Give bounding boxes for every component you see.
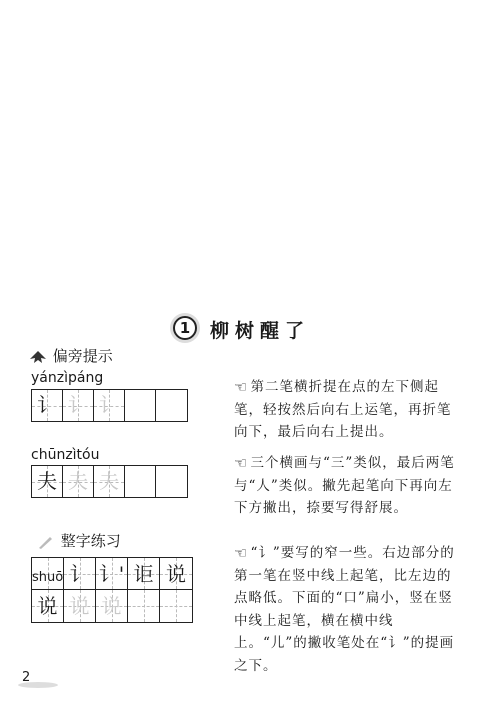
lesson-number-badge: 1 (173, 316, 197, 340)
grid-cell (128, 590, 160, 622)
grid-cell (125, 390, 156, 421)
leaf-icon (28, 349, 48, 365)
grid-cell: 夫 (94, 466, 125, 497)
grid-cell: 说 (32, 590, 64, 622)
pointing-hand-icon: ☜ (234, 454, 249, 472)
grid-cell: 夫 (32, 466, 63, 497)
grid-cell: 讠 (32, 390, 63, 421)
pointing-hand-icon: ☜ (234, 378, 249, 396)
grid-cell: 说 (64, 590, 96, 622)
lesson-title: 柳树醒了 (210, 320, 311, 342)
grid-cell: shuō (32, 558, 64, 590)
writing-grid-practice (31, 557, 193, 623)
grid-cell (125, 466, 156, 497)
grid-cell: 说 (96, 590, 128, 622)
grid-cell: 讵 (128, 558, 160, 590)
section-header-radicals (28, 345, 113, 366)
grid-cell: 讠' (96, 558, 128, 590)
radical-pinyin: chūnzìtóu (31, 447, 100, 463)
page-number: 2 (22, 670, 31, 685)
grid-cell: 夫 (63, 466, 94, 497)
instruction-text: “讠”要写的窄一些。右边部分的第一笔在竖中线上起笔，比左边的点略低。下面的“口”扁小，竖在竖中线上起笔，横在横中线上。“儿”的撇收笔处在“讠”的提画之下。 (234, 545, 455, 674)
instruction-practice (234, 542, 459, 677)
instruction-text: 第二笔横折提在点的左下侧起笔，轻按然后向右上运笔，再折笔向下，最后向右上提出。 (234, 379, 452, 440)
writing-grid-radical2 (31, 465, 188, 498)
grid-cell (156, 466, 187, 497)
section-header-label: 偏旁提示 (52, 347, 113, 365)
section-header-practice (36, 530, 121, 551)
instruction-radical2 (234, 452, 459, 520)
grid-cell: 说 (160, 558, 192, 590)
grid-cell: 讠 (94, 390, 125, 421)
radical-pinyin: yánzìpáng (31, 370, 104, 386)
brush-icon (36, 534, 56, 550)
instruction-radical1 (234, 376, 459, 444)
writing-grid-radical1 (31, 389, 188, 422)
grid-cell: 讠 (64, 558, 96, 590)
instruction-text: 三个横画与“三”类似，最后两笔与“人”类似。撇先起笔向下再向左下方撇出，捺要写得舒展。 (234, 455, 455, 516)
grid-cell: 讠 (63, 390, 94, 421)
section-header-label: 整字练习 (60, 532, 121, 550)
pointing-hand-icon: ☜ (234, 544, 249, 562)
grid-cell (160, 590, 192, 622)
grid-cell (156, 390, 187, 421)
